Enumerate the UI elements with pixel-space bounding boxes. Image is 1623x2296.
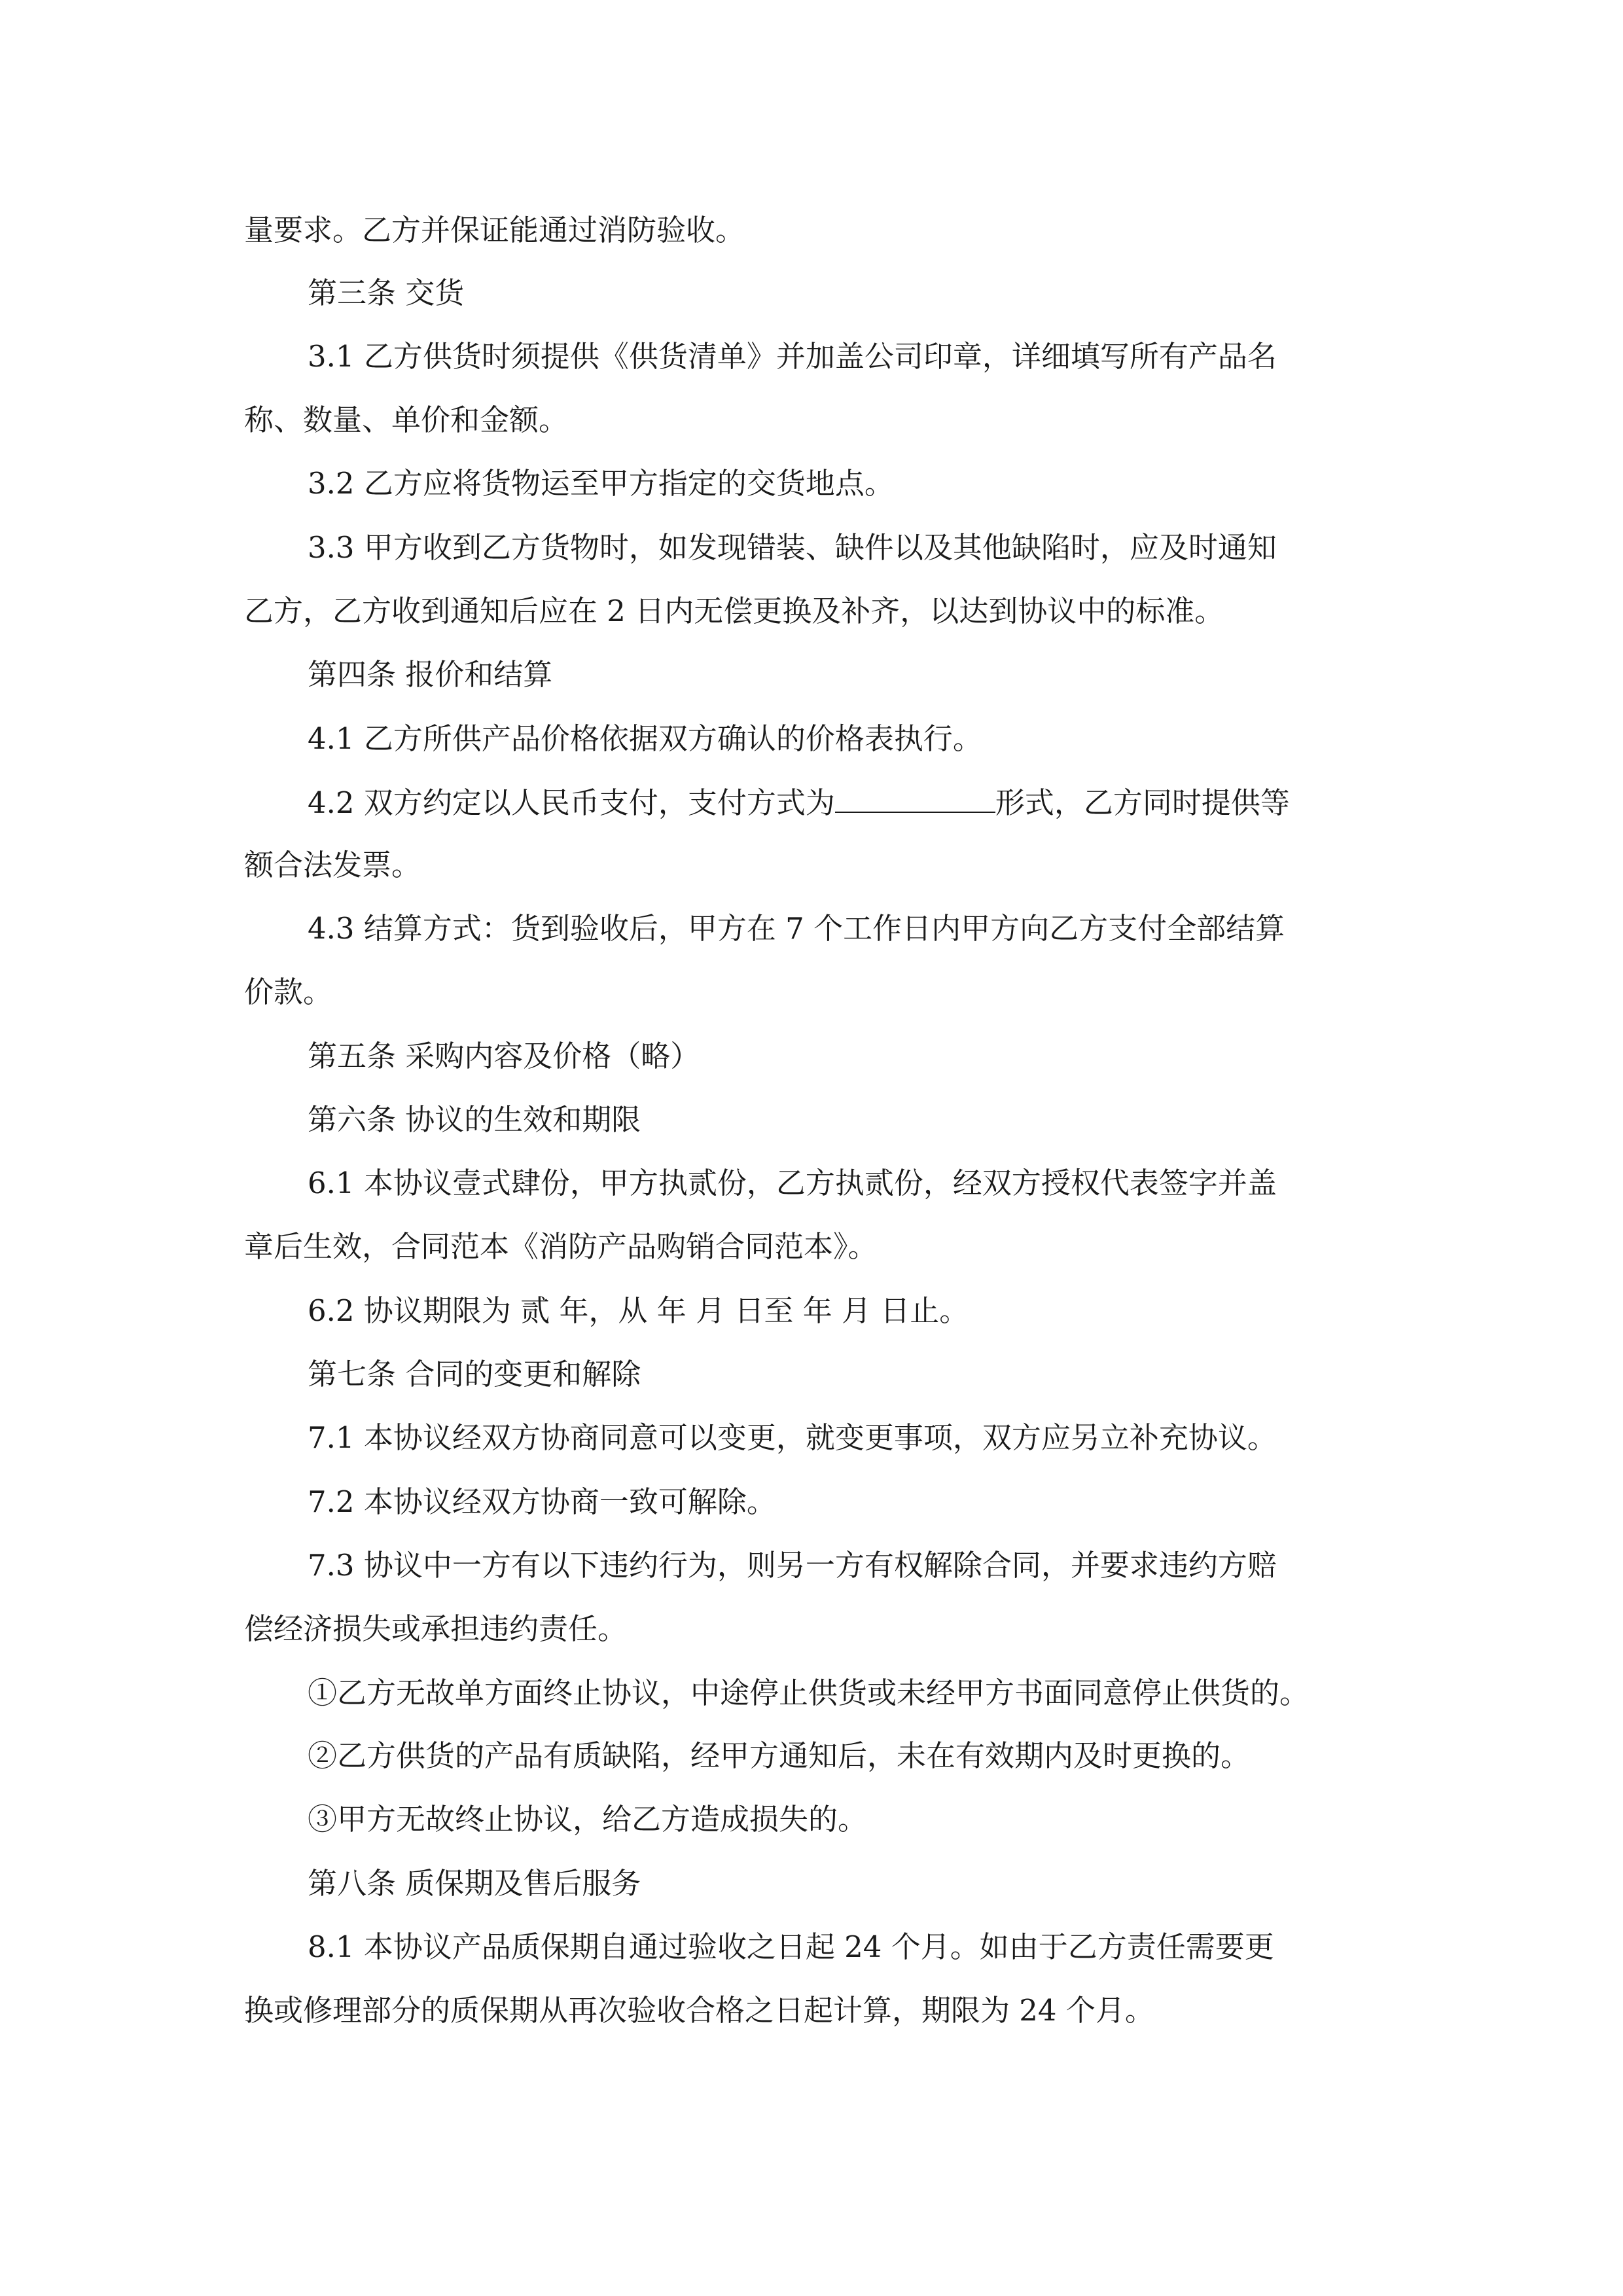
paragraph-line: 量要求。乙方并保证能通过消防验收。: [244, 213, 745, 247]
clause-3-3: 3.3 甲方收到乙方货物时，如发现错装、缺件以及其他缺陷时，应及时通知: [308, 530, 1277, 565]
clause-4-3: 4.3 结算方式：货到验收后，甲方在 7 个工作日内甲方向乙方支付全部结算: [308, 911, 1285, 946]
section-heading-8: 第八条 质保期及售后服务: [308, 1866, 641, 1901]
paragraph-line: 额合法发票。: [244, 848, 421, 882]
clause-4-2-text-after: 形式，乙方同时提供等: [995, 785, 1290, 820]
paragraph-line: 偿经济损失或承担违约责任。: [244, 1611, 628, 1646]
clause-7-3: 7.3 协议中一方有以下违约行为，则另一方有权解除合同，并要求违约方赔: [308, 1548, 1277, 1583]
section-heading-7: 第七条 合同的变更和解除: [308, 1357, 641, 1391]
list-item-1: ①乙方无故单方面终止协议，中途停止供货或未经甲方书面同意停止供货的。: [308, 1676, 1310, 1710]
paragraph-line: 乙方，乙方收到通知后应在 2 日内无偿更换及补齐，以达到协议中的标准。: [244, 594, 1224, 628]
clause-3-2: 3.2 乙方应将货物运至甲方指定的交货地点。: [308, 466, 894, 501]
clause-4-2: [308, 783, 1290, 822]
paragraph-line: 章后生效，合同范本《消防产品购销合同范本》。: [244, 1229, 878, 1264]
paragraph-line: 称、数量、单价和金额。: [244, 403, 569, 437]
clause-6-1: 6.1 本协议壹式肆份，甲方执贰份，乙方执贰份，经双方授权代表签字并盖: [308, 1166, 1277, 1200]
clause-7-2: 7.2 本协议经双方协商一致可解除。: [308, 1484, 776, 1519]
paragraph-line: 价款。: [244, 975, 333, 1009]
paragraph-line: 换或修理部分的质保期从再次验收合格之日起计算，期限为 24 个月。: [244, 1993, 1154, 2028]
list-item-3: ③甲方无故终止协议，给乙方造成损失的。: [308, 1802, 868, 1837]
list-item-2: ②乙方供货的产品有质缺陷，经甲方通知后，未在有效期内及时更换的。: [308, 1738, 1251, 1773]
clause-7-1: 7.1 本协议经双方协商同意可以变更，就变更事项，双方应另立补充协议。: [308, 1420, 1277, 1455]
clause-4-2-text-before: 4.2 双方约定以人民币支付，支付方式为: [308, 785, 835, 820]
payment-method-blank: [835, 783, 995, 813]
clause-6-2: 6.2 协议期限为 贰 年，从 年 月 日至 年 月 日止。: [308, 1293, 969, 1328]
clause-8-1: 8.1 本协议产品质保期自通过验收之日起 24 个月。如由于乙方责任需要更: [308, 1929, 1274, 1964]
section-heading-3: 第三条 交货: [308, 276, 465, 310]
section-heading-6: 第六条 协议的生效和期限: [308, 1102, 641, 1137]
clause-3-1: 3.1 乙方供货时须提供《供货清单》并加盖公司印章，详细填写所有产品名: [308, 339, 1277, 374]
section-heading-4: 第四条 报价和结算: [308, 657, 553, 692]
clause-4-1: 4.1 乙方所供产品价格依据双方确认的价格表执行。: [308, 721, 982, 756]
section-heading-5: 第五条 采购内容及价格（略）: [308, 1039, 700, 1073]
